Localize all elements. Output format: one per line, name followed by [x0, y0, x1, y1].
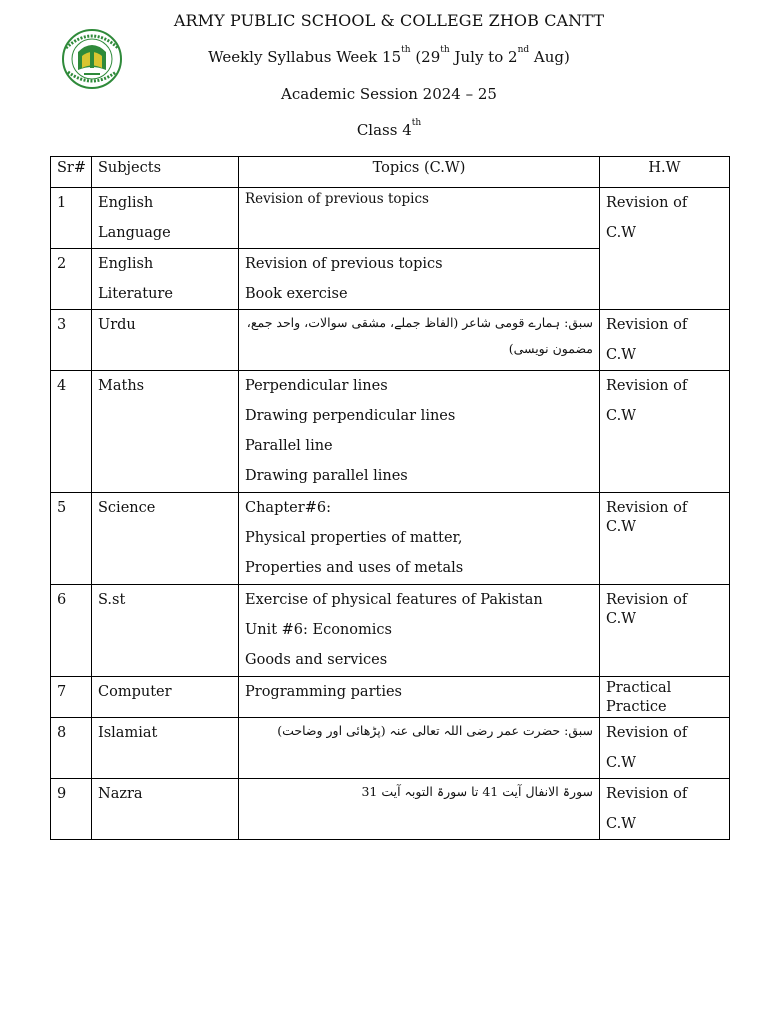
- row-hw: [600, 310, 730, 371]
- table-row: [51, 371, 730, 493]
- table-header-row: [51, 157, 730, 188]
- hw-line: C.W: [606, 408, 637, 424]
- row-subject: [92, 677, 239, 718]
- header-topics: Topics (C.W): [239, 157, 600, 188]
- school-name: ARMY PUBLIC SCHOOL & COLLEGE ZHOB CANTT: [173, 11, 605, 30]
- row-topics: [239, 310, 600, 371]
- row-topics: [239, 585, 600, 677]
- topic-line-urdu: سورۃ الانفال آیت 41 تا سورۃ التوبہ آیت 31: [361, 784, 593, 799]
- table-row: [51, 188, 730, 249]
- hw-line: C.W: [606, 519, 637, 535]
- table-row: [51, 493, 730, 585]
- date-suffix-1: th: [440, 45, 450, 55]
- topic-line: Programming parties: [245, 684, 402, 700]
- row-subject: [92, 249, 239, 310]
- date-range-end: Aug): [529, 48, 570, 66]
- sr-value: 5: [57, 500, 67, 516]
- class-title: [0, 118, 768, 139]
- week-suffix: th: [401, 45, 411, 55]
- week-title: [0, 45, 768, 66]
- hw-line: Practice: [606, 699, 667, 715]
- row-sr: [51, 779, 92, 840]
- hw-line: Revision of: [606, 378, 688, 394]
- subject-line: English: [98, 195, 154, 211]
- row-subject: [92, 779, 239, 840]
- row-subject: [92, 310, 239, 371]
- header-sr: Sr#: [51, 157, 92, 188]
- subject-line: Maths: [98, 378, 145, 394]
- topic-line: Properties and uses of metals: [245, 560, 464, 576]
- subject-line: Islamiat: [98, 725, 158, 741]
- table-row: [51, 677, 730, 718]
- sr-value: 7: [57, 684, 67, 700]
- row-subject: [92, 493, 239, 585]
- sr-value: 4: [57, 378, 67, 394]
- document-header: [0, 0, 768, 150]
- row-topics: [239, 779, 600, 840]
- hw-line: Revision of: [606, 500, 688, 516]
- row-sr: [51, 585, 92, 677]
- topic-line-urdu: سبق: ہمارے قومی شاعر (الفاظ جملے، مشقی سوالات، واحد جمع، مضمون نویسی): [246, 315, 593, 356]
- class-text: Class 4: [356, 121, 412, 139]
- table-row: [51, 779, 730, 840]
- date-range-mid: July to 2: [449, 48, 518, 66]
- header-subjects: Subjects: [92, 157, 239, 188]
- table-row: [51, 585, 730, 677]
- row-sr: [51, 188, 92, 249]
- subject-line: Nazra: [98, 786, 143, 802]
- sr-value: 3: [57, 317, 67, 333]
- row-hw: [600, 677, 730, 718]
- row-sr: [51, 677, 92, 718]
- topic-line: Book exercise: [245, 286, 348, 302]
- sr-value: 8: [57, 725, 67, 741]
- row-topics: [239, 249, 600, 310]
- row-hw: [600, 371, 730, 493]
- subject-line: Language: [98, 225, 171, 241]
- hw-line: Practical: [606, 680, 672, 696]
- row-hw: [600, 493, 730, 585]
- date-range-start: (29: [410, 48, 441, 66]
- subject-line: English: [98, 256, 154, 272]
- row-topics: [239, 493, 600, 585]
- topic-line: Drawing perpendicular lines: [245, 408, 456, 424]
- row-hw: [600, 718, 730, 779]
- subject-line: Science: [98, 500, 156, 516]
- subject-line: Literature: [98, 286, 173, 302]
- hw-line: C.W: [606, 816, 637, 832]
- hw-line: C.W: [606, 347, 637, 363]
- topic-line-urdu: سبق: حضرت عمر رضی اللہ تعالی عنہ (پڑھائی اور وضاحت): [277, 723, 593, 738]
- row-sr: [51, 249, 92, 310]
- topic-line: Revision of previous topics: [245, 256, 443, 272]
- sr-value: 2: [57, 256, 67, 272]
- hw-line: C.W: [606, 225, 637, 241]
- row-subject: [92, 188, 239, 249]
- row-hw: [600, 779, 730, 840]
- header-hw: H.W: [600, 157, 730, 188]
- subject-line: Urdu: [98, 317, 136, 333]
- row-sr: [51, 493, 92, 585]
- row-subject: [92, 371, 239, 493]
- topic-line: Goods and services: [245, 652, 388, 668]
- row-sr: [51, 371, 92, 493]
- academic-session: Academic Session 2024 – 25: [281, 85, 497, 103]
- topic-line: Chapter#6:: [245, 500, 331, 516]
- row-subject: [92, 585, 239, 677]
- topic-line: Unit #6: Economics: [245, 622, 392, 638]
- hw-line: C.W: [606, 611, 637, 627]
- subject-line: S.st: [98, 592, 126, 608]
- syllabus-table: [50, 156, 730, 840]
- row-topics: [239, 371, 600, 493]
- class-suffix: th: [411, 118, 422, 128]
- subject-line: Computer: [98, 684, 172, 700]
- topic-line: Perpendicular lines: [245, 378, 388, 394]
- row-topics: [239, 677, 600, 718]
- week-title-text: Weekly Syllabus Week 15: [208, 48, 402, 66]
- hw-line: C.W: [606, 755, 637, 771]
- row-subject: [92, 718, 239, 779]
- topic-line: Exercise of physical features of Pakistan: [245, 592, 543, 608]
- topic-line: Parallel line: [245, 438, 333, 454]
- row-hw: [600, 585, 730, 677]
- date-suffix-2: nd: [517, 45, 530, 55]
- sr-value: 1: [57, 195, 67, 211]
- hw-line: Revision of: [606, 725, 688, 741]
- row-sr: [51, 310, 92, 371]
- topic-line: Drawing parallel lines: [245, 468, 408, 484]
- topic-line: Physical properties of matter,: [245, 530, 463, 546]
- hw-line: Revision of: [606, 195, 688, 211]
- row-sr: [51, 718, 92, 779]
- table-row: [51, 310, 730, 371]
- table-row: [51, 718, 730, 779]
- row-topics: [239, 718, 600, 779]
- row-hw: [600, 188, 730, 310]
- topic-line: Revision of previous topics: [245, 191, 429, 207]
- sr-value: 9: [57, 786, 67, 802]
- hw-line: Revision of: [606, 317, 688, 333]
- hw-line: Revision of: [606, 592, 688, 608]
- hw-line: Revision of: [606, 786, 688, 802]
- row-topics: [239, 188, 600, 249]
- sr-value: 6: [57, 592, 67, 608]
